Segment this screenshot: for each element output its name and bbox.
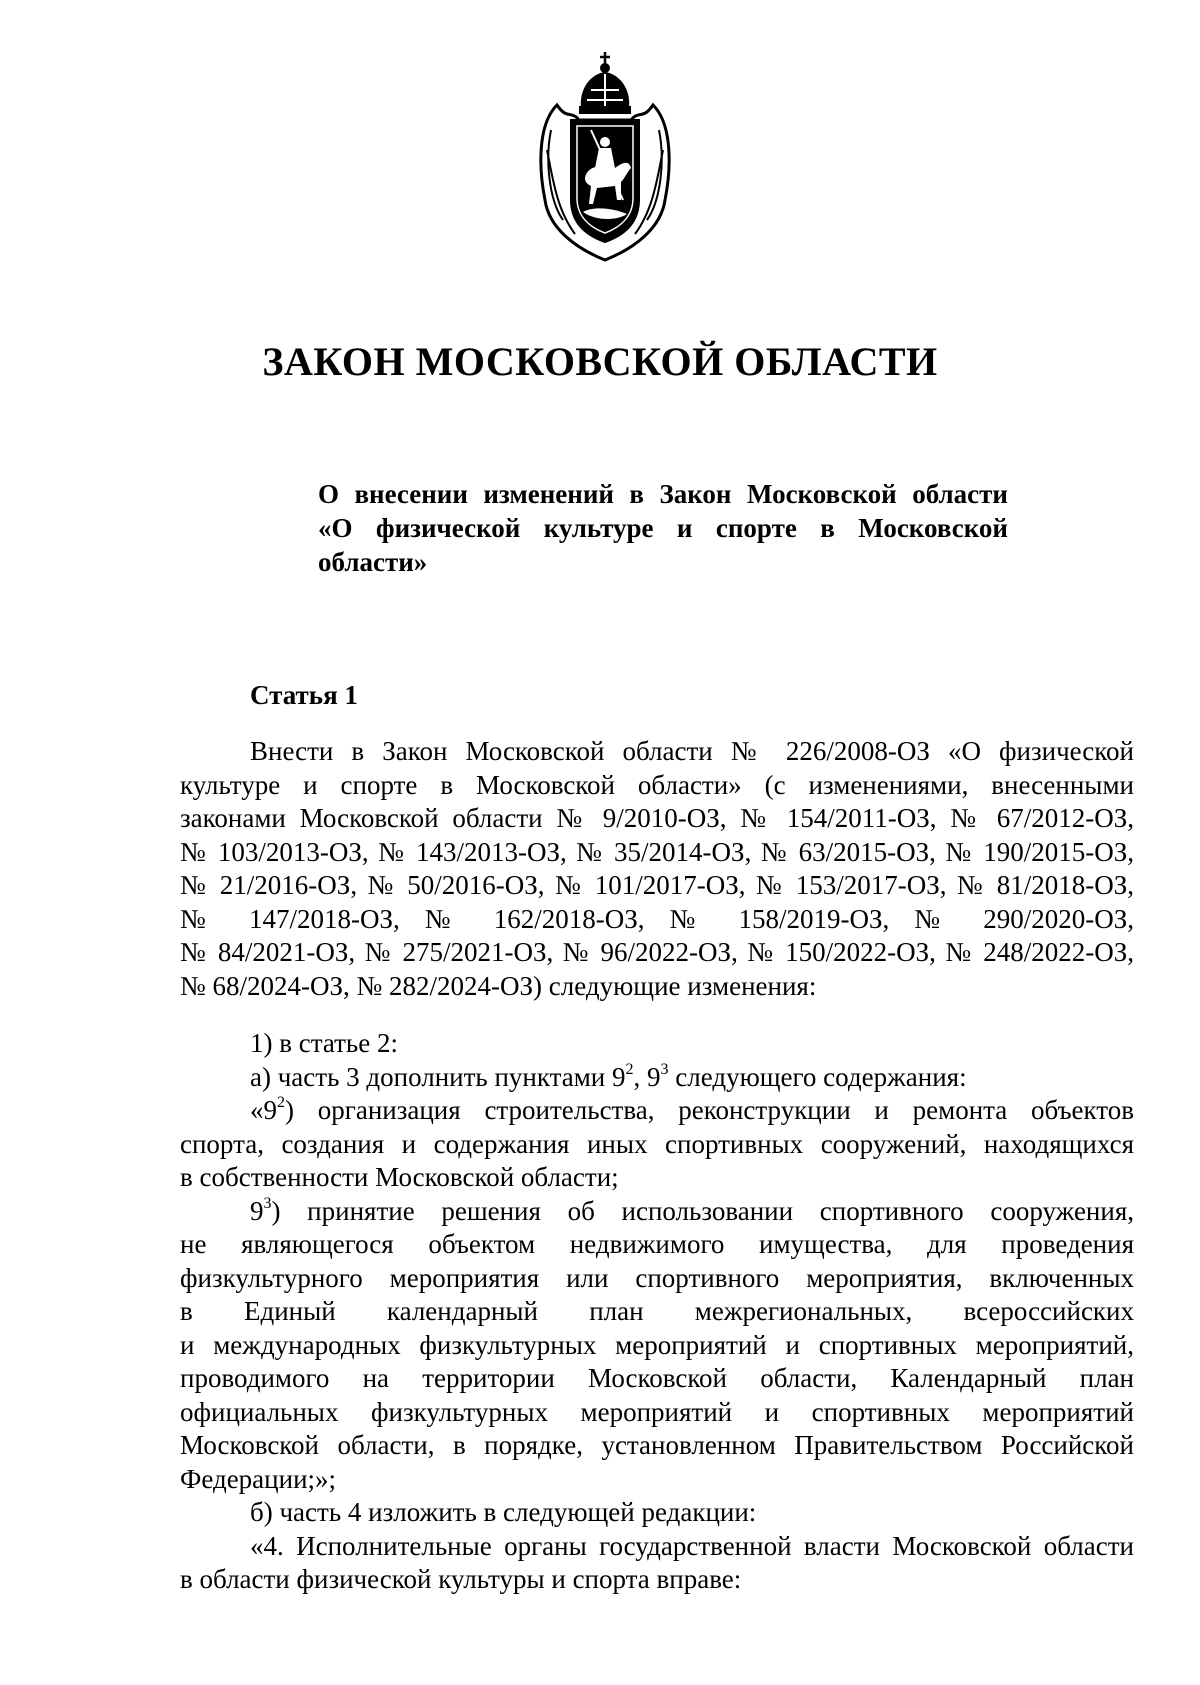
subtitle-line: О внесении изменений в Закон Московской области bbox=[318, 479, 1008, 509]
point-9-3-line: проводимого на территории Московской области, Календарный план bbox=[180, 1363, 1134, 1393]
subtitle-line: «О физической культуре и спорте в Московской bbox=[318, 513, 1008, 543]
item-b: б) часть 4 изложить в следующей редакции: bbox=[250, 1497, 757, 1527]
intro-line: Внести в Закон Московской области № 226/2008-ОЗ «О физической bbox=[250, 736, 1134, 766]
point-9-2-line: «$9^2$) организация строительства, реконструкции и ремонта объектов bbox=[250, 1094, 1134, 1125]
part-4-line: в области физической культуры и спорта вправе: bbox=[180, 1564, 742, 1594]
article-body bbox=[180, 735, 1134, 1597]
point-9-3-line: официальных физкультурных мероприятий и спортивных мероприятий bbox=[180, 1396, 1134, 1427]
law-title: ЗАКОН МОСКОВСКОЙ ОБЛАСТИ bbox=[262, 339, 938, 384]
intro-line: законами Московской области № 9/2010-ОЗ, № 154/2011-ОЗ, № 67/2012-ОЗ, bbox=[180, 803, 1134, 833]
law-subtitle bbox=[318, 477, 1008, 579]
point-9-2-line: спорта, создания и содержания иных спортивных сооружений, находящихся bbox=[180, 1128, 1134, 1159]
point-9-3-line: физкультурного мероприятия или спортивного мероприятия, включенных bbox=[180, 1262, 1134, 1293]
item-1: 1) в статье 2: bbox=[250, 1028, 398, 1058]
point-9-2-line: в собственности Московской области; bbox=[180, 1162, 619, 1192]
intro-line: № 103/2013-ОЗ, № 143/2013-ОЗ, № 35/2014-ОЗ, № 63/2015-ОЗ, № 190/2015-ОЗ, bbox=[180, 836, 1134, 867]
item-a: а) часть 3 дополнить пунктами $9^2$, $9^3$ следующего содержания: bbox=[250, 1060, 967, 1092]
point-9-3-line: Московской области, в порядке, установленном Правительством Российской bbox=[180, 1430, 1134, 1460]
part-4-line: «4. Исполнительные органы государственной власти Московской области bbox=[250, 1530, 1134, 1561]
point-9-3-line: Федерации;»; bbox=[180, 1463, 337, 1494]
intro-line: № 147/2018-ОЗ, № 162/2018-ОЗ, № 158/2019-ОЗ, № 290/2020-ОЗ, bbox=[180, 903, 1134, 934]
point-9-3-line: $9^3$) принятие решения об использовании спортивного сооружения, bbox=[250, 1194, 1134, 1226]
point-9-3-line: и международных физкультурных мероприятий и спортивных мероприятий, bbox=[180, 1329, 1134, 1360]
subtitle-line: области» bbox=[318, 547, 428, 577]
article-heading: Статья 1 bbox=[250, 680, 358, 710]
intro-line: № 21/2016-ОЗ, № 50/2016-ОЗ, № 101/2017-ОЗ, № 153/2017-ОЗ, № 81/2018-ОЗ, bbox=[180, 870, 1134, 900]
coat-of-arms-icon bbox=[535, 50, 675, 265]
intro-line: культуре и спорте в Московской области» (с изменениями, внесенными bbox=[180, 769, 1134, 800]
intro-line: № 68/2024-ОЗ, № 282/2024-ОЗ) следующие изменения: bbox=[180, 970, 817, 1001]
point-9-3-line: в Единый календарный план межрегиональных, всероссийских bbox=[180, 1296, 1134, 1326]
intro-line: № 84/2021-ОЗ, № 275/2021-ОЗ, № 96/2022-ОЗ, № 150/2022-ОЗ, № 248/2022-ОЗ, bbox=[180, 937, 1134, 967]
point-9-3-line: не являющегося объектом недвижимого имущества, для проведения bbox=[180, 1229, 1134, 1259]
